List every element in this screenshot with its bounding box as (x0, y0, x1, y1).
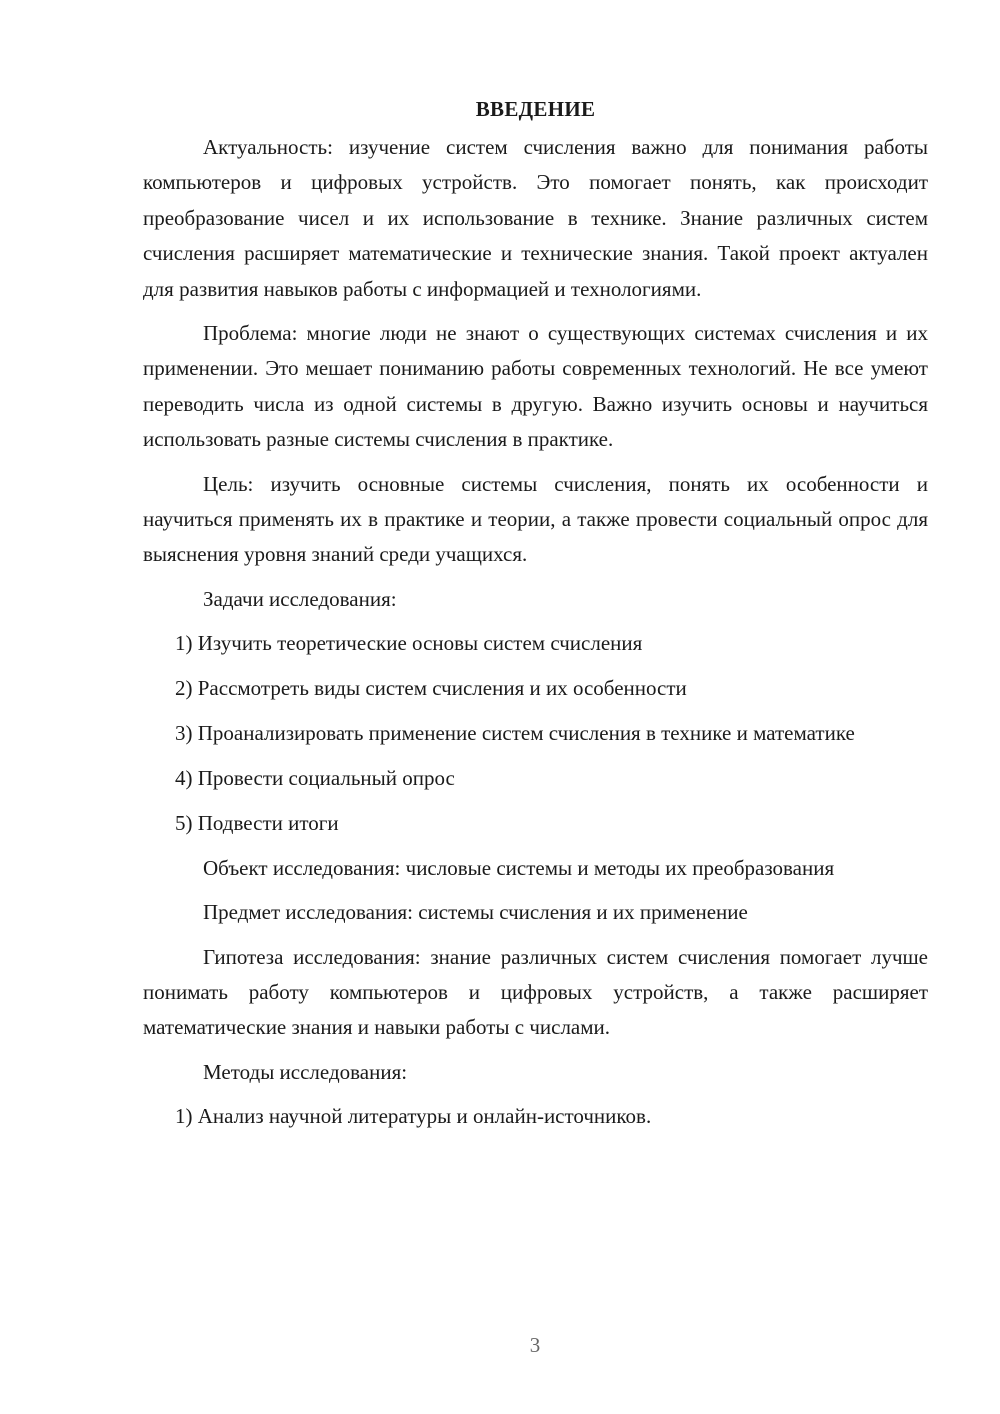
task-item: 1) Изучить теоретические основы систем счисления (175, 631, 643, 656)
relevance-paragraph: Актуальность: изучение систем счисления важно для понимания работы компьютеров и цифровых устройств. Это помогает понять, как происходит преобразование чисел и их использование в технике. Знание различных систем счисления расширяет математические и технические знания. Такой проект актуален для развития навыков работы с информацией и технологиями. (143, 135, 928, 301)
task-item: 3) Проанализировать применение систем счисления в технике и математике (175, 721, 855, 746)
task-item: 2) Рассмотреть виды систем счисления и их особенности (175, 676, 687, 701)
problem-paragraph: Проблема: многие люди не знают о существующих системах счисления и их применении. Это мешает пониманию работы современных технологий. Не все умеют переводить числа из одной системы в другую. Важно изучить основы и научиться использовать разные системы счисления в практике. (143, 321, 928, 452)
task-item: 5) Подвести итоги (175, 810, 339, 835)
object-paragraph: Объект исследования: числовые системы и методы их преобразования (203, 855, 835, 880)
goal-paragraph: Цель: изучить основные системы счисления, понять их особенности и научиться применять их в практике и теории, а также провести социальный опрос для выяснения уровня знаний среди учащихся. (143, 471, 928, 567)
page-number: 3 (529, 1333, 541, 1357)
tasks-heading: Задачи исследования: (203, 586, 397, 611)
methods-heading: Методы исследования: (203, 1059, 408, 1084)
method-item: 1) Анализ научной литературы и онлайн-источников. (175, 1104, 652, 1129)
document-page (143, 94, 928, 1144)
task-item: 4) Провести социальный опрос (175, 766, 455, 790)
subject-paragraph: Предмет исследования: системы счисления и их применение (203, 900, 748, 925)
section-title: ВВЕДЕНИЕ (475, 97, 596, 121)
hypothesis-paragraph: Гипотеза исследования: знание различных систем счисления помогает лучше понимать работу компьютеров и цифровых устройств, а также расширяет математические знания и навыки работы с числами. (143, 944, 928, 1040)
